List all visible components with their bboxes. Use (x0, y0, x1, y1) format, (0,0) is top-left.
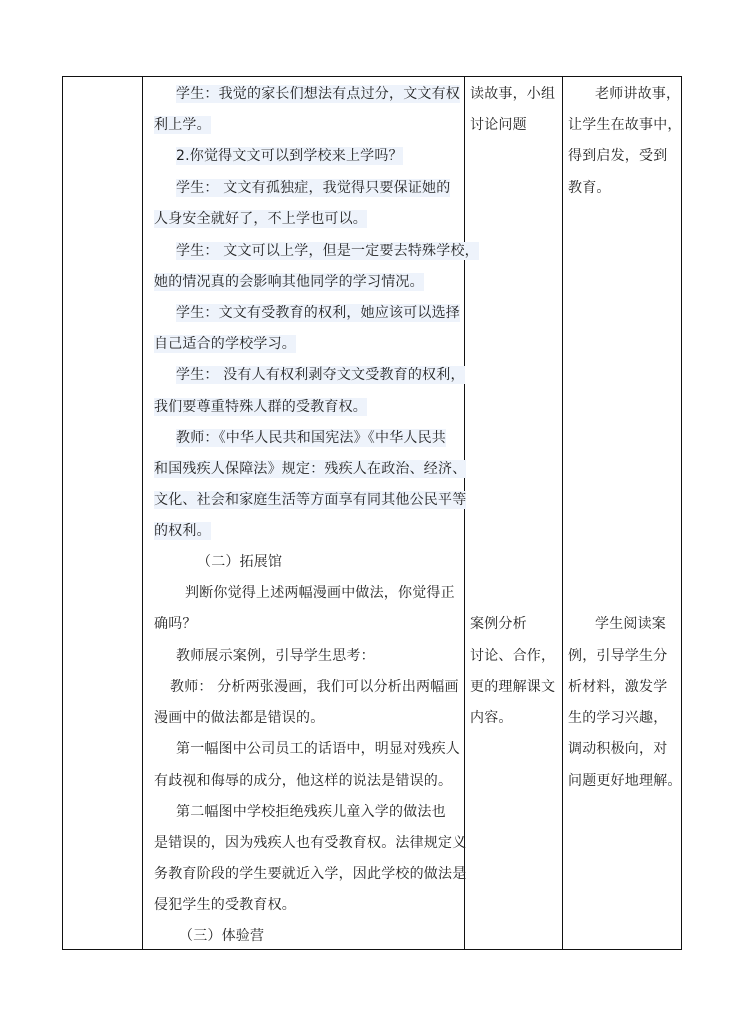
process-text-line: 利上学。 (154, 117, 211, 133)
activity-text-line: 讨论、合作， (470, 648, 556, 664)
activity-text-line: 更的理解课文 (470, 679, 556, 695)
process-text-line: 学生： 文文可以上学，但是一定要去特殊学校， (176, 243, 479, 259)
process-text-line: 确吗？ (154, 616, 197, 632)
intent-text-line: 生的学习兴趣， (568, 710, 668, 726)
activity-text-line: 读故事，小组 (470, 86, 556, 102)
intent-text-line: 让学生在故事中， (568, 117, 682, 133)
intent-text-line: 问题更好地理解。 (568, 773, 682, 789)
process-column (143, 77, 479, 949)
process-text-line: 她的情况真的会影响其他同学的学习情况。 (154, 274, 424, 290)
process-text-line: 人身安全就好了，不上学也可以。 (154, 211, 367, 227)
intent-column (563, 77, 681, 949)
process-text-line: 教师：《中华人民共和国宪法》《中华人民共 (176, 430, 446, 446)
process-question: 2.你觉得文文可以到学校来上学吗？ (176, 148, 403, 164)
section-heading: （三）体验营 (179, 928, 265, 944)
section-heading: （二）拓展馆 (197, 554, 283, 570)
stage-column (63, 77, 142, 949)
process-text-line: 文化、社会和家庭生活等方面享有同其他公民平等 (154, 492, 467, 508)
intent-text-line: 调动积极向，对 (568, 741, 668, 757)
process-text-line: 自己适合的学校学习。 (154, 336, 296, 352)
activity-text-line: 案例分析 (470, 616, 527, 632)
process-text-line: 的权利。 (154, 523, 211, 539)
intent-text-line: 例，引导学生分 (568, 648, 668, 664)
process-text-line: 第一幅图中公司员工的话语中，明显对残疾人 (176, 741, 460, 757)
activity-column (465, 77, 562, 949)
process-text-line: 务教育阶段的学生要就近入学，因此学校的做法是 (154, 866, 467, 882)
process-text-line: 教师展示案例，引导学生思考： (176, 648, 375, 664)
process-text-line: 侵犯学生的受教育权。 (154, 897, 296, 913)
process-text-line: 是错误的，因为残疾人也有受教育权。法律规定义 (154, 835, 467, 851)
activity-text-line: 内容。 (470, 710, 513, 726)
intent-text-line: 析材料，激发学 (568, 679, 668, 695)
process-text-line: 有歧视和侮辱的成分，他这样的说法是错误的。 (154, 773, 453, 789)
process-text-line: 我们要尊重特殊人群的受教育权。 (154, 399, 367, 415)
process-text-line: 学生： 没有人有权利剥夺文文受教育的权利， (176, 367, 465, 383)
process-text-line: 教师： 分析两张漫画，我们可以分析出两幅画 (170, 679, 459, 695)
process-text-line: 学生：我觉的家长们想法有点过分，文文有权 (176, 86, 460, 102)
intent-text-line: 教育。 (568, 180, 611, 196)
process-text-line: 学生：文文有受教育的权利，她应该可以选择 (176, 305, 460, 321)
intent-text-line: 学生阅读案 (595, 616, 666, 632)
activity-text-line: 讨论问题 (470, 117, 527, 133)
intent-text-line: 得到启发，受到 (568, 148, 668, 164)
process-text-line: 第二幅图中学校拒绝残疾儿童入学的做法也 (176, 804, 446, 820)
process-text-line: 和国残疾人保障法》规定：残疾人在政治、经济、 (154, 461, 467, 477)
process-text-line: 漫画中的做法都是错误的。 (154, 710, 325, 726)
intent-text-line: 老师讲故事， (595, 86, 681, 102)
process-text-line: 学生： 文文有孤独症，我觉得只要保证她的 (176, 180, 451, 196)
lesson-plan-table (62, 76, 682, 950)
process-text-line: 判断你觉得上述两幅漫画中做法，你觉得正 (185, 585, 455, 601)
